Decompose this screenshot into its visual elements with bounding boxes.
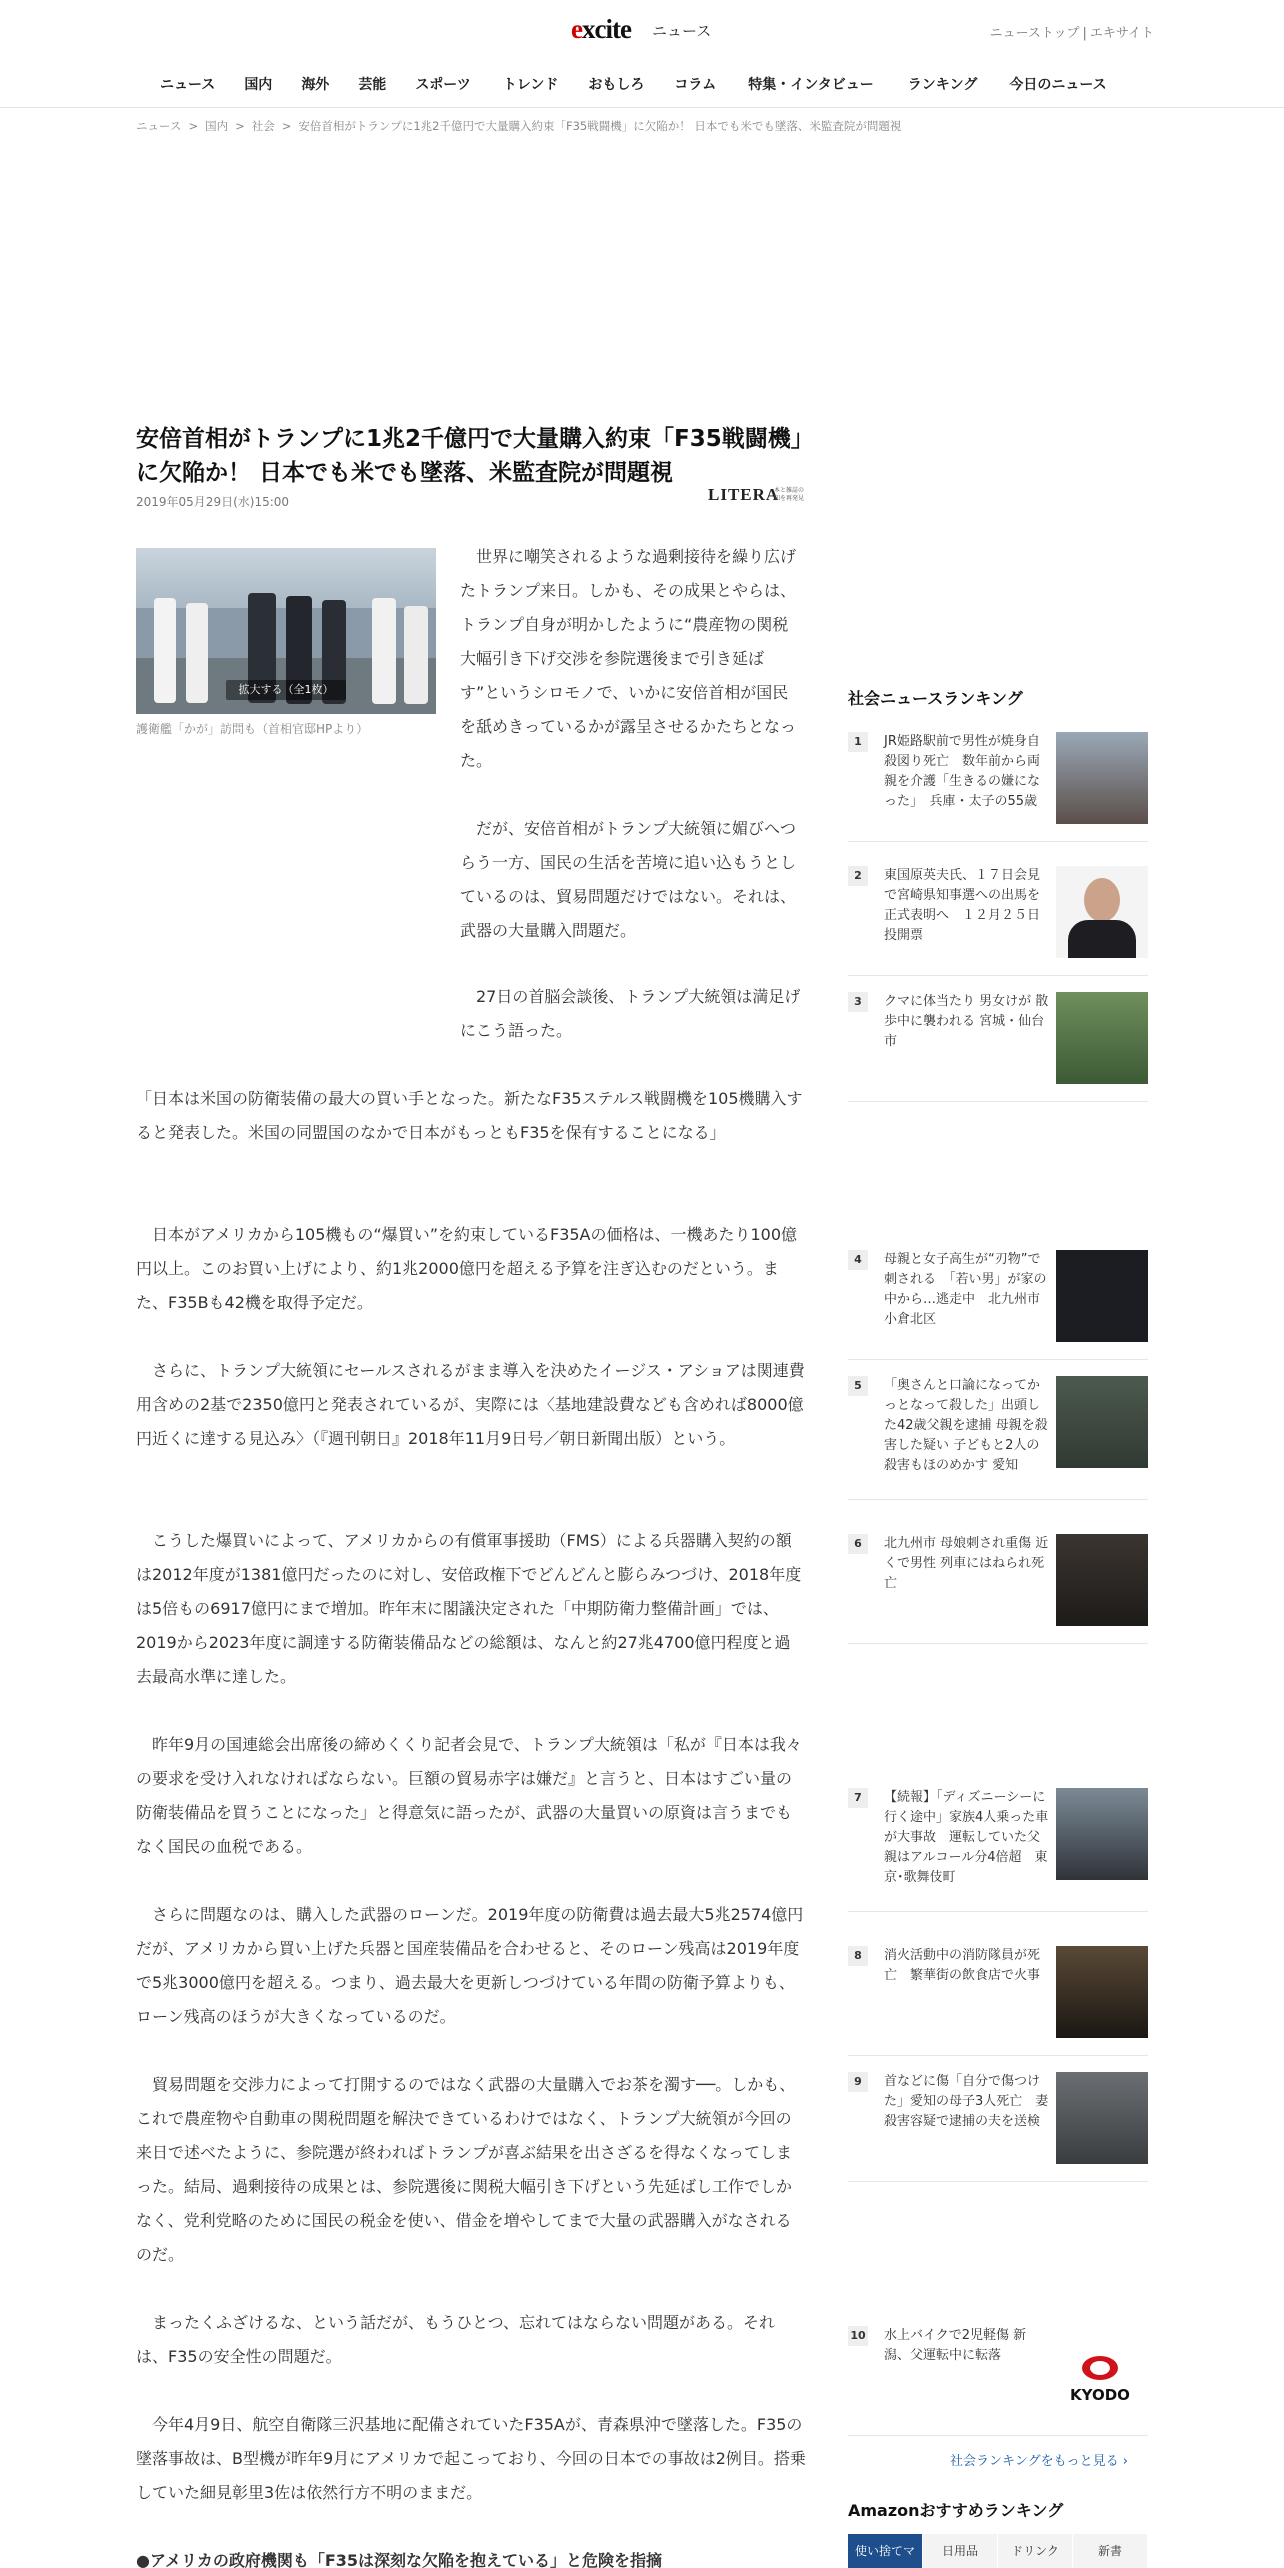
- ranking-item[interactable]: 4 母親と女子高生が“刃物”で刺される 「若い男」が家の中から…逃走中 北九州市小倉北区: [848, 1250, 1148, 1360]
- ranking-thumbnail: [1056, 1788, 1148, 1880]
- article-date: 2019年05月29日(水)15:00: [136, 495, 290, 509]
- ranking-title: 社会ニュースランキング: [848, 689, 1023, 708]
- article-paragraph: まったくふざけるな、という話だが、もうひとつ、忘れてはならない問題がある。それは、F35の安全性の問題だ。: [136, 2313, 776, 2366]
- article-title: 安倍首相がトランプに1兆2千億円で大量購入約束「F35戦闘機」に欠陥か！ 日本でも米でも墜落、米監査院が問題視: [136, 426, 803, 486]
- header-links: ニューストップ | エキサイト: [989, 26, 1154, 41]
- logo-sub: ニュース: [652, 22, 712, 40]
- excite-logo[interactable]: excite: [571, 14, 631, 44]
- amazon-tab[interactable]: 新書: [1073, 2534, 1148, 2568]
- ranking-item[interactable]: 3 クマに体当たり 男女けが 散歩中に襲われる 宮城・仙台市: [848, 992, 1148, 1102]
- ranking-item[interactable]: 9 首などに傷「自分で傷つけた」愛知の母子3人死亡 妻殺害容疑で逮捕の夫を送検: [848, 2072, 1148, 2182]
- zoom-button[interactable]: 拡大する（全1枚）: [226, 680, 346, 700]
- ranking-thumbnail: [1056, 1946, 1148, 2038]
- nav-item[interactable]: 海外: [301, 77, 330, 93]
- ranking-item[interactable]: 1 JR姫路駅前で男性が焼身自殺図り死亡 数年前から両親を介護「生きるの嫌になった」 兵庫・太子の55歳: [848, 732, 1148, 842]
- ranking-thumbnail: [1056, 866, 1148, 958]
- breadcrumb-news[interactable]: ニュース: [136, 119, 182, 133]
- more-ranking-link[interactable]: 社会ランキングをもっと見る ›: [950, 2454, 1128, 2469]
- breadcrumb-current: 安倍首相がトランプに1兆2千億円で大量購入約束「F35戦闘機」に欠陥か！ 日本でも米でも墜落、米監査院が問題視: [298, 119, 902, 133]
- amazon-tab[interactable]: ドリンク: [998, 2534, 1073, 2568]
- ranking-thumbnail: [1056, 992, 1148, 1084]
- article-paragraph: 27日の首脳会談後、トランプ大統領は満足げにこう語った。: [460, 987, 801, 1040]
- site-header: [0, 0, 1284, 60]
- nav-item[interactable]: 今日のニュース: [1009, 77, 1107, 93]
- ranking-item[interactable]: 5 「奥さんと口論になってかっとなって殺した」出頭した42歳父親を逮捕 母親を殺害した疑い 子どもと2人の殺害もほのめかす 愛知: [848, 1376, 1148, 1500]
- article-paragraph: だが、安倍首相がトランプ大統領に媚びへつらう一方、国民の生活を苦境に追い込もうとしているのは、貿易問題だけではない。それは、武器の大量購入問題だ。: [460, 819, 797, 940]
- nav-item[interactable]: ランキング: [907, 77, 978, 93]
- ranking-item[interactable]: 8 消火活動中の消防隊員が死亡 繁華街の飲食店で火事: [848, 1946, 1148, 2056]
- ranking-item[interactable]: 10 水上バイクで2児軽傷 新潟、父運転中に転落 KYODO: [848, 2326, 1148, 2436]
- nav-item[interactable]: 国内: [244, 77, 273, 93]
- article-paragraph: 「日本は米国の防衛装備の最大の買い手となった。新たなF35ステルス戦闘機を105機購入すると発表した。米国の同盟国のなかで日本がもっともF35を保有することになる」: [136, 1089, 803, 1142]
- article-paragraph: さらに問題なのは、購入した武器のローンだ。2019年度の防衛費は過去最大5兆2574億円だが、アメリカから買い上げた兵器と国産装備品を合わせると、そのローン残高は2019年度で5兆3000億円を超える。つまり、過去最大を更新しつづけている年間の防衛予算よりも、ローン残高のほうが大きくなっているのだ。: [136, 1905, 804, 2026]
- article-paragraph: 今年4月9日、航空自衛隊三沢基地に配備されていたF35Aが、青森県沖で墜落した。F35の墜落事故は、B型機が昨年9月にアメリカで起こっており、今回の日本での事故は2例目。搭乗していた細見彰里3佐は依然行方不明のままだ。: [136, 2415, 806, 2502]
- nav-item[interactable]: ニュース: [160, 77, 216, 93]
- ranking-item[interactable]: 7 【続報】「ディズニーシーに行く途中」家族4人乗った車が大事故 運転していた父親はアルコール分4倍超 東京･歌舞伎町: [848, 1788, 1148, 1912]
- ranking-item[interactable]: 2 東国原英夫氏、１７日会見で宮崎県知事選への出馬を正式表明へ １２月２５日投開票: [848, 866, 1148, 976]
- breadcrumb: ニュース > 国内 > 社会 > 安倍首相がトランプに1兆2千億円で大量購入約束「F35戦闘機」に欠陥か！ 日本でも米でも墜落、米監査院が問題視: [136, 119, 902, 133]
- kyodo-logo: KYODO: [1056, 2326, 1148, 2418]
- ranking-thumbnail: [1056, 732, 1148, 824]
- excite-link[interactable]: エキサイト: [1089, 26, 1154, 41]
- photo-caption: 護衛艦「かが」訪問も（首相官邸HPより）: [136, 722, 369, 736]
- ranking-thumbnail: [1056, 1250, 1148, 1342]
- amazon-tab[interactable]: 使い捨てマ: [848, 2534, 923, 2568]
- nav-item[interactable]: コラム: [674, 77, 717, 93]
- amazon-tab[interactable]: 日用品: [923, 2534, 998, 2568]
- article-paragraph: 貿易問題を交渉力によって打開するのではなく武器の大量購入でお茶を濁す──。しかも、これで農産物や自動車の関税問題を解決できているわけではなく、トランプ大統領が今回の来日で述べたように、参院選が終わればトランプが喜ぶ結果を出さざるを得なくなってしまった。結局、過剰接待の成果とは、参院選後に関税大幅引き下げという先延ばし工作でしかなく、党利党略のために国民の税金を使い、借金を増やしてまで大量の武器購入がなされるのだ。: [136, 2075, 796, 2264]
- nav-item[interactable]: 特集・インタビュー: [748, 77, 874, 93]
- amazon-tabs: [848, 2534, 1148, 2568]
- nav-item[interactable]: おもしろ: [588, 77, 645, 93]
- ranking-thumbnail: [1056, 1534, 1148, 1626]
- nav-item[interactable]: スポーツ: [415, 77, 471, 93]
- source-logo[interactable]: LITERA 本と雑誌の知を再発見: [708, 485, 805, 504]
- news-top-link[interactable]: ニューストップ: [989, 26, 1080, 41]
- ranking-thumbnail: [1056, 2072, 1148, 2164]
- breadcrumb-society[interactable]: 社会: [251, 119, 275, 133]
- article-paragraph: 世界に嘲笑されるような過剰接待を繰り広げたトランプ来日。しかも、その成果とやらは、トランプ自身が明かしたように“農産物の関税大幅引き下げ交渉を参院選後まで引き延ばす”というシロモノで、いかに安倍首相が国民を舐めきっているかが露呈させるかたちとなった。: [460, 547, 797, 770]
- amazon-ranking-title: Amazonおすすめランキング: [848, 2501, 1064, 2520]
- article-paragraph: こうした爆買いによって、アメリカからの有償軍事援助（FMS）による兵器購入契約の額は2012年度が1381億円だったのに対し、安倍政権下でどんどんと膨らみつづけ、2018年度は5倍もの6917億円にまで増加。昨年末に閣議決定された「中期防衛力整備計画」では、2019から2023年度に調達する防衛装備品などの総額は、なんと約27兆4700億円程度と過去最高水準に達した。: [136, 1531, 802, 1686]
- logo-brand: xcite: [581, 14, 631, 44]
- article-paragraph: 日本がアメリカから105機もの“爆買い”を約束しているF35Aの価格は、一機あたり100億円以上。このお買い上げにより、約1兆2000億円を超える予算を注ぎ込むのだという。また、F35Bも42機を取得予定だ。: [136, 1225, 798, 1312]
- main-nav: [0, 68, 1284, 108]
- article-paragraph: 昨年9月の国連総会出席後の締めくくり記者会見で、トランプ大統領は「私が『日本は我々の要求を受け入れなければならない。巨額の貿易赤字は嫌だ』と言うと、日本はすごい量の防衛装備品を買うことになった」と得意気に語ったが、武器の大量買いの原資は言うまでもなく国民の血税である。: [136, 1735, 802, 1856]
- ranking-item[interactable]: 6 北九州市 母娘刺され重傷 近くで男性 列車にはねられ死亡: [848, 1534, 1148, 1644]
- nav-item[interactable]: トレンド: [502, 77, 559, 93]
- article-photo[interactable]: [136, 548, 436, 714]
- ranking-thumbnail: [1056, 1376, 1148, 1468]
- breadcrumb-domestic[interactable]: 国内: [205, 119, 229, 133]
- article-subheading: ●アメリカの政府機関も「F35は深刻な欠陥を抱えている」と危険を指摘: [136, 2551, 663, 2568]
- article-paragraph: さらに、トランプ大統領にセールスされるがまま導入を決めたイージス・アショアは関連費用含めの2基で2350億円と発表されているが、実際には〈基地建設費なども含めれば8000億円近くに達する見込み〉（『週刊朝日』2018年11月9日号／朝日新聞出版）という。: [136, 1361, 805, 1448]
- nav-item[interactable]: 芸能: [358, 77, 387, 93]
